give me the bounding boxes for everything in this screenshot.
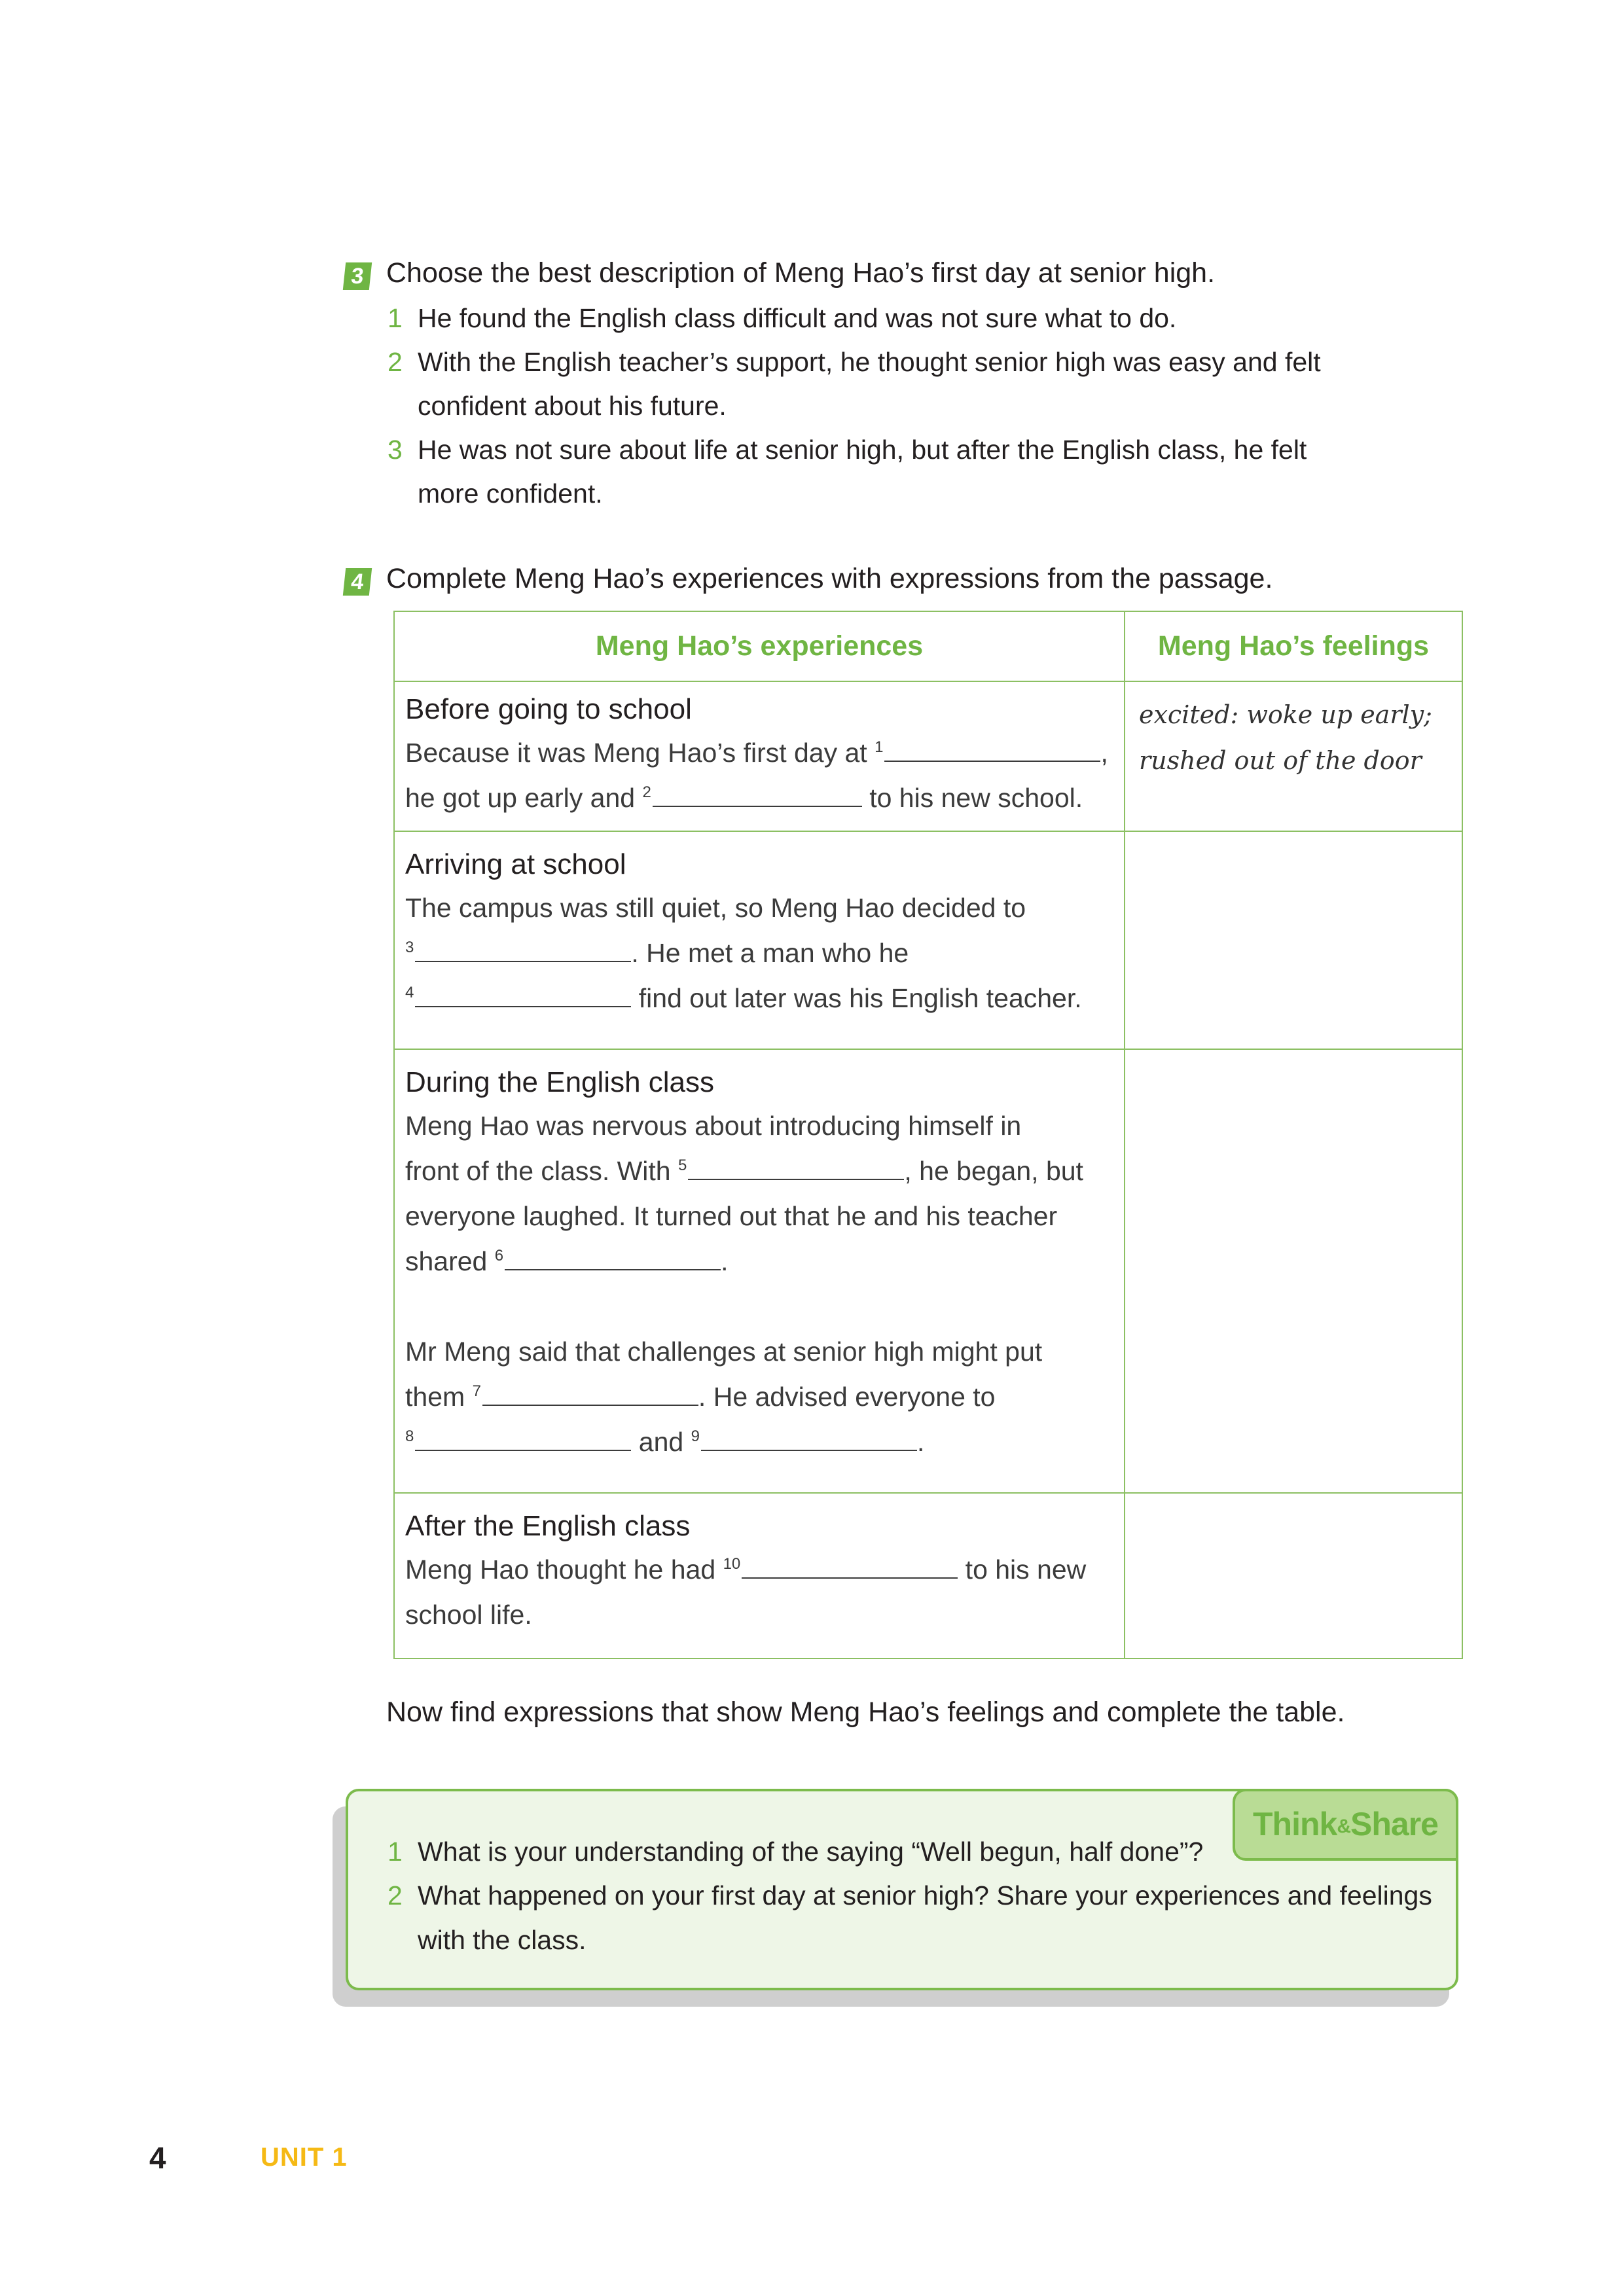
text-fragment: he got up early and (405, 783, 636, 813)
unit-label: UNIT 1 (261, 2143, 348, 2172)
exercise-3-badge: 3 (343, 262, 372, 290)
followup-instruction: Now find expressions that show Meng Hao’s feelings and complete the table. (386, 1696, 1345, 1728)
text-fragment: . (916, 1427, 925, 1457)
option-number: 2 (388, 347, 403, 377)
experience-text (405, 730, 1113, 821)
exercise-3-option-2 (388, 340, 1356, 428)
question-text: What is your understanding of the saying “Well begun, half done”? (418, 1837, 1204, 1867)
experience-text (405, 1103, 1113, 1465)
experience-cell (394, 1049, 1125, 1493)
stage-title: Before going to school (405, 693, 692, 725)
text-fragment: to his new school. (869, 783, 1083, 813)
exercise-3-prompt: Choose the best description of Meng Hao’s first day at senior high. (386, 257, 1216, 289)
question-number: 2 (388, 1880, 403, 1910)
blank-3[interactable] (415, 935, 631, 962)
text-fragment: find out later was his English teacher. (638, 983, 1082, 1013)
option-text: He found the English class difficult and was not sure what to do. (418, 303, 1177, 333)
blank-number: 9 (691, 1427, 700, 1446)
feeling-example (1126, 683, 1461, 783)
text-fragment: front of the class. With (405, 1156, 671, 1186)
table-row (394, 681, 1462, 831)
text-fragment: Because it was Meng Hao’s first day at (405, 738, 867, 768)
experience-cell (394, 681, 1125, 831)
text-fragment: Mr Meng said that challenges at senior high might put (405, 1336, 1043, 1367)
blank-number: 4 (405, 984, 414, 1002)
text-fragment: to his new (965, 1554, 1087, 1585)
blank-8[interactable] (415, 1424, 631, 1451)
question-number: 1 (388, 1837, 403, 1867)
feeling-cell[interactable] (1125, 1049, 1462, 1493)
stage-title: Arriving at school (405, 848, 626, 880)
think-share-question-1 (388, 1829, 1225, 1874)
exercise-4-badge: 4 (343, 568, 372, 596)
table-row (394, 831, 1462, 1049)
text-fragment: The campus was still quiet, so Meng Hao decided to (405, 893, 1026, 923)
text-fragment: everyone laughed. It turned out that he and his teacher (405, 1201, 1058, 1231)
table-row (394, 1049, 1462, 1493)
lightbulb-icon: & (1337, 1815, 1351, 1837)
text-fragment: shared (405, 1246, 488, 1276)
text-fragment: them (405, 1382, 465, 1412)
feeling-cell[interactable] (1125, 1493, 1462, 1659)
text-fragment: . He advised everyone to (698, 1382, 996, 1412)
blank-number: 6 (494, 1247, 504, 1265)
text-fragment: Meng Hao was nervous about introducing himself in (405, 1111, 1022, 1141)
stage-title: After the English class (405, 1510, 691, 1542)
table-row (394, 1493, 1462, 1659)
blank-number: 5 (678, 1157, 687, 1175)
feeling-cell[interactable] (1125, 831, 1462, 1049)
feeling-line: rushed out of the door (1139, 746, 1422, 775)
blank-number: 1 (875, 738, 884, 757)
blank-1[interactable] (884, 734, 1100, 762)
text-fragment: and (638, 1427, 684, 1457)
text-fragment: , (1100, 738, 1108, 768)
blank-6[interactable] (505, 1243, 721, 1270)
exercise-4-prompt: Complete Meng Hao’s experiences with expressions from the passage. (386, 563, 1273, 594)
exercise-3-option-3 (388, 428, 1356, 516)
blank-number: 10 (723, 1555, 741, 1573)
page-number: 4 (149, 2141, 166, 2175)
text-fragment: Meng Hao thought he had (405, 1554, 716, 1585)
header-feelings: Meng Hao’s feelings (1125, 611, 1462, 681)
text-fragment: school life. (405, 1600, 532, 1630)
option-number: 3 (388, 435, 403, 465)
blank-7[interactable] (482, 1378, 698, 1406)
blank-number: 2 (642, 783, 651, 802)
blank-number: 3 (405, 939, 414, 957)
text-fragment: . (721, 1246, 729, 1276)
text-fragment: . He met a man who he (631, 938, 909, 968)
blank-4[interactable] (415, 980, 631, 1007)
blank-number: 8 (405, 1427, 414, 1446)
experience-text (405, 1547, 1113, 1638)
think-share-label (1233, 1789, 1458, 1861)
blank-5[interactable] (688, 1153, 904, 1180)
experience-cell (394, 1493, 1125, 1659)
blank-9[interactable] (701, 1424, 917, 1451)
header-experiences: Meng Hao’s experiences (394, 611, 1125, 681)
think-share-question-2 (388, 1873, 1435, 1962)
feeling-line: excited: woke up early; (1139, 700, 1432, 729)
label-share: Share (1350, 1806, 1438, 1842)
option-number: 1 (388, 303, 403, 333)
table-header-row (394, 611, 1462, 681)
exercise-3-option-1 (388, 296, 1409, 340)
stage-title: During the English class (405, 1066, 715, 1098)
experience-cell (394, 831, 1125, 1049)
blank-2[interactable] (653, 780, 862, 807)
blank-10[interactable] (742, 1551, 958, 1579)
experiences-table (393, 611, 1463, 1659)
feeling-cell[interactable] (1125, 681, 1462, 831)
label-think: Think (1253, 1806, 1337, 1842)
option-text: He was not sure about life at senior high, but after the English class, he felt more confident. (418, 435, 1307, 509)
experience-text (405, 886, 1113, 1021)
option-text: With the English teacher’s support, he thought senior high was easy and felt confident about his future. (418, 347, 1321, 421)
question-text: What happened on your first day at senior high? Share your experiences and feelings with the class. (418, 1880, 1432, 1955)
blank-number: 7 (472, 1382, 481, 1401)
text-fragment: , he began, but (904, 1156, 1083, 1186)
